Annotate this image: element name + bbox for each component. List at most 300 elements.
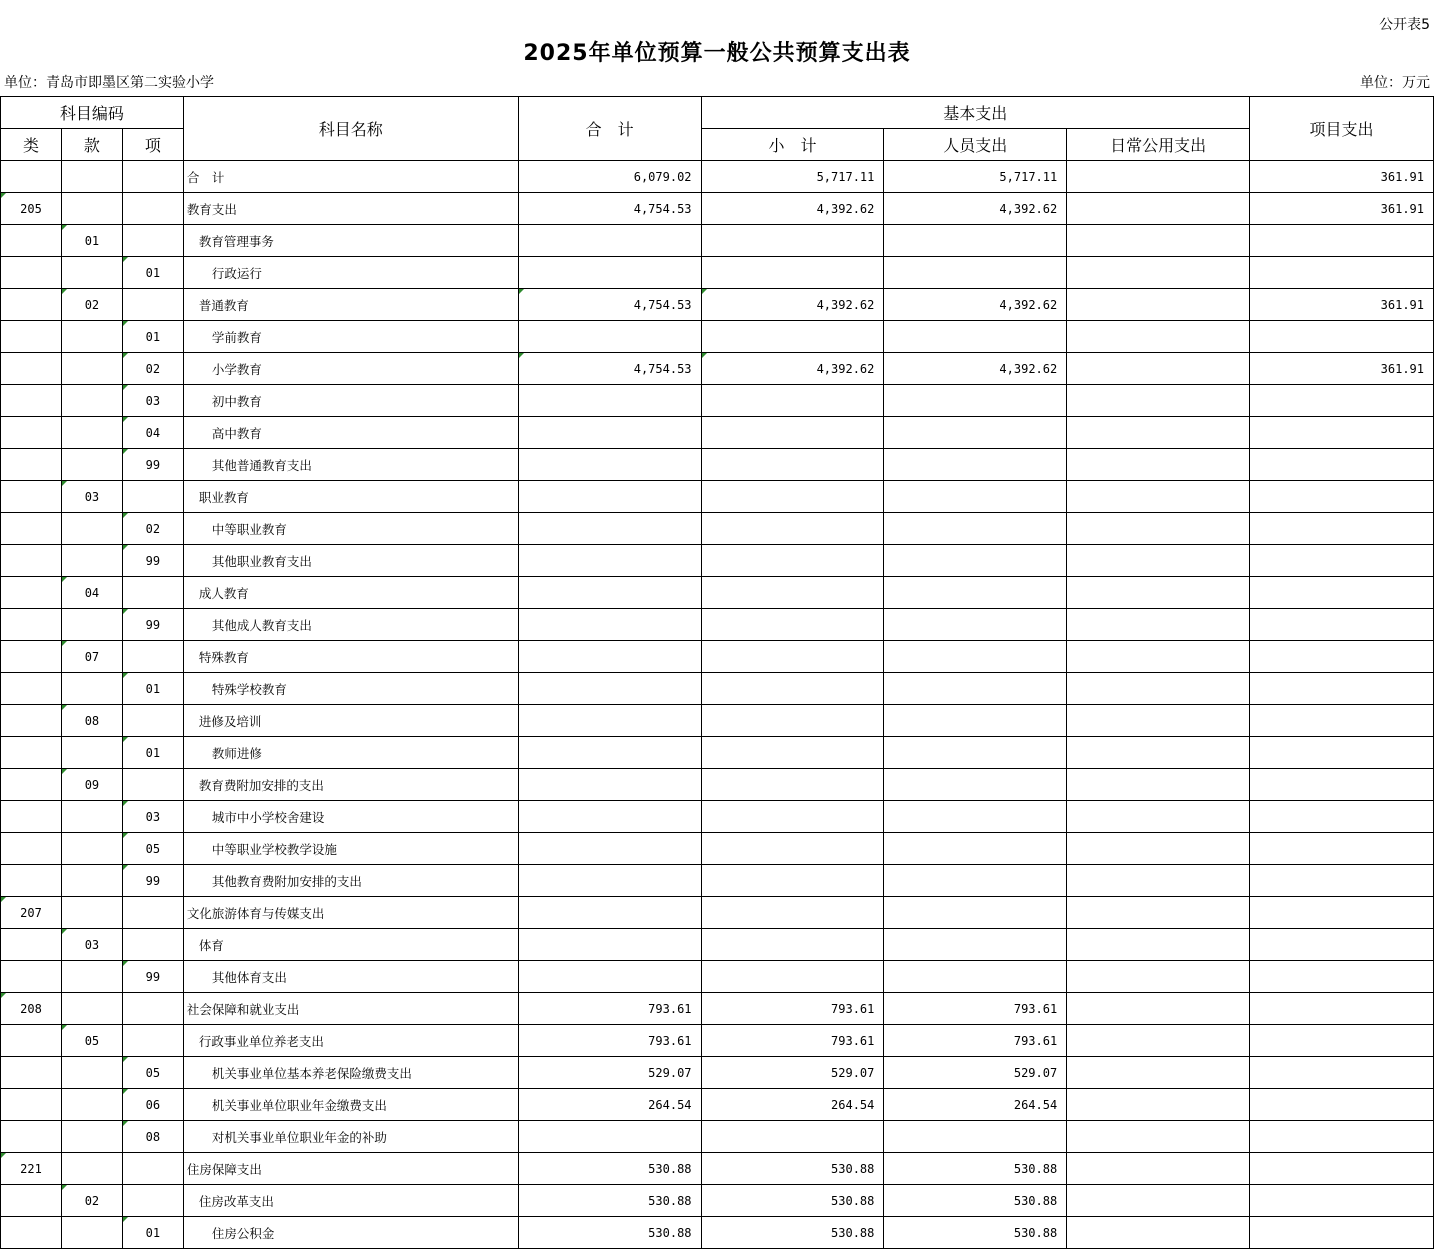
cell-personnel <box>884 321 1067 353</box>
cell-name: 中等职业学校教学设施 <box>183 833 518 865</box>
cell-lei: 205 <box>1 193 62 225</box>
cell-name: 中等职业教育 <box>183 513 518 545</box>
cell-kuan <box>61 417 122 449</box>
cell-total <box>518 929 701 961</box>
cell-personnel: 264.54 <box>884 1089 1067 1121</box>
cell-personnel: 5,717.11 <box>884 161 1067 193</box>
cell-total <box>518 897 701 929</box>
cell-subtotal <box>701 577 884 609</box>
cell-xiang: 04 <box>122 417 183 449</box>
cell-total <box>518 417 701 449</box>
cell-name: 其他普通教育支出 <box>183 449 518 481</box>
header-daily: 日常公用支出 <box>1067 129 1250 161</box>
table-row <box>1 257 1434 289</box>
cell-project <box>1250 545 1434 577</box>
cell-lei <box>1 1089 62 1121</box>
table-row <box>1 545 1434 577</box>
cell-subtotal: 793.61 <box>701 1025 884 1057</box>
cell-xiang: 01 <box>122 321 183 353</box>
cell-project <box>1250 449 1434 481</box>
table-row <box>1 961 1434 993</box>
cell-xiang <box>122 769 183 801</box>
cell-total <box>518 321 701 353</box>
cell-lei <box>1 545 62 577</box>
cell-personnel <box>884 513 1067 545</box>
table-row <box>1 673 1434 705</box>
table-row <box>1 481 1434 513</box>
cell-total: 530.88 <box>518 1153 701 1185</box>
cell-personnel <box>884 609 1067 641</box>
cell-project <box>1250 609 1434 641</box>
cell-total <box>518 481 701 513</box>
cell-kuan <box>61 1121 122 1153</box>
table-row <box>1 1025 1434 1057</box>
cell-subtotal: 4,392.62 <box>701 353 884 385</box>
cell-personnel: 529.07 <box>884 1057 1067 1089</box>
cell-kuan <box>61 193 122 225</box>
cell-daily <box>1067 257 1250 289</box>
cell-name: 体育 <box>183 929 518 961</box>
table-row <box>1 897 1434 929</box>
cell-project <box>1250 769 1434 801</box>
cell-project <box>1250 225 1434 257</box>
cell-personnel <box>884 801 1067 833</box>
cell-kuan: 02 <box>61 289 122 321</box>
cell-kuan: 08 <box>61 705 122 737</box>
cell-personnel <box>884 673 1067 705</box>
cell-project <box>1250 929 1434 961</box>
cell-xiang <box>122 225 183 257</box>
cell-daily <box>1067 193 1250 225</box>
cell-personnel: 4,392.62 <box>884 193 1067 225</box>
table-row <box>1 737 1434 769</box>
cell-kuan <box>61 1057 122 1089</box>
header-personnel: 人员支出 <box>884 129 1067 161</box>
cell-project <box>1250 481 1434 513</box>
cell-subtotal <box>701 1121 884 1153</box>
cell-subtotal <box>701 865 884 897</box>
cell-lei <box>1 769 62 801</box>
cell-name: 其他教育费附加安排的支出 <box>183 865 518 897</box>
cell-total: 6,079.02 <box>518 161 701 193</box>
cell-lei <box>1 833 62 865</box>
cell-subtotal <box>701 513 884 545</box>
cell-subtotal <box>701 641 884 673</box>
cell-total: 264.54 <box>518 1089 701 1121</box>
cell-daily <box>1067 449 1250 481</box>
cell-name: 文化旅游体育与传媒支出 <box>183 897 518 929</box>
cell-personnel <box>884 929 1067 961</box>
cell-daily <box>1067 353 1250 385</box>
table-row <box>1 641 1434 673</box>
cell-xiang <box>122 1153 183 1185</box>
cell-lei <box>1 385 62 417</box>
cell-daily <box>1067 1121 1250 1153</box>
cell-project: 361.91 <box>1250 353 1434 385</box>
cell-name: 教师进修 <box>183 737 518 769</box>
cell-personnel: 530.88 <box>884 1217 1067 1249</box>
table-row <box>1 577 1434 609</box>
cell-lei <box>1 321 62 353</box>
cell-daily <box>1067 1057 1250 1089</box>
table-row <box>1 1217 1434 1249</box>
cell-subtotal: 530.88 <box>701 1185 884 1217</box>
cell-name: 其他成人教育支出 <box>183 609 518 641</box>
cell-total: 4,754.53 <box>518 289 701 321</box>
cell-project: 361.91 <box>1250 161 1434 193</box>
table-row <box>1 225 1434 257</box>
unit-organization: 单位：青岛市即墨区第二实验小学 <box>4 75 214 91</box>
cell-xiang <box>122 705 183 737</box>
cell-project <box>1250 833 1434 865</box>
table-row <box>1 353 1434 385</box>
cell-xiang <box>122 577 183 609</box>
table-row <box>1 833 1434 865</box>
cell-daily <box>1067 513 1250 545</box>
cell-personnel <box>884 449 1067 481</box>
cell-lei <box>1 289 62 321</box>
cell-lei: 208 <box>1 993 62 1025</box>
cell-total: 529.07 <box>518 1057 701 1089</box>
cell-total <box>518 865 701 897</box>
cell-lei <box>1 673 62 705</box>
cell-personnel <box>884 385 1067 417</box>
table-row <box>1 161 1434 193</box>
cell-kuan <box>61 993 122 1025</box>
table-row <box>1 769 1434 801</box>
cell-xiang <box>122 929 183 961</box>
cell-project <box>1250 801 1434 833</box>
cell-kuan <box>61 1089 122 1121</box>
cell-project <box>1250 321 1434 353</box>
cell-xiang <box>122 161 183 193</box>
cell-daily <box>1067 577 1250 609</box>
cell-personnel: 793.61 <box>884 1025 1067 1057</box>
cell-daily <box>1067 993 1250 1025</box>
cell-personnel <box>884 225 1067 257</box>
cell-total <box>518 641 701 673</box>
cell-subtotal <box>701 545 884 577</box>
cell-kuan: 07 <box>61 641 122 673</box>
cell-project <box>1250 385 1434 417</box>
cell-project <box>1250 1089 1434 1121</box>
cell-project <box>1250 993 1434 1025</box>
cell-project: 361.91 <box>1250 193 1434 225</box>
cell-subtotal <box>701 609 884 641</box>
cell-daily <box>1067 961 1250 993</box>
table-row <box>1 865 1434 897</box>
cell-subtotal: 5,717.11 <box>701 161 884 193</box>
cell-total: 793.61 <box>518 1025 701 1057</box>
cell-project <box>1250 513 1434 545</box>
cell-daily <box>1067 641 1250 673</box>
table-row <box>1 321 1434 353</box>
cell-name: 进修及培训 <box>183 705 518 737</box>
cell-kuan <box>61 1153 122 1185</box>
cell-name: 职业教育 <box>183 481 518 513</box>
cell-total <box>518 225 701 257</box>
cell-subtotal: 264.54 <box>701 1089 884 1121</box>
table-row <box>1 929 1434 961</box>
cell-total <box>518 545 701 577</box>
cell-personnel: 4,392.62 <box>884 353 1067 385</box>
cell-personnel <box>884 897 1067 929</box>
cell-project <box>1250 897 1434 929</box>
cell-lei <box>1 801 62 833</box>
cell-kuan <box>61 1217 122 1249</box>
cell-kuan <box>61 801 122 833</box>
cell-lei <box>1 225 62 257</box>
cell-kuan: 05 <box>61 1025 122 1057</box>
cell-name: 其他职业教育支出 <box>183 545 518 577</box>
cell-lei <box>1 1121 62 1153</box>
cell-name: 教育费附加安排的支出 <box>183 769 518 801</box>
cell-name: 高中教育 <box>183 417 518 449</box>
cell-subtotal <box>701 257 884 289</box>
cell-name: 机关事业单位职业年金缴费支出 <box>183 1089 518 1121</box>
cell-subtotal <box>701 769 884 801</box>
cell-personnel: 530.88 <box>884 1185 1067 1217</box>
cell-personnel <box>884 481 1067 513</box>
cell-daily <box>1067 225 1250 257</box>
cell-daily <box>1067 545 1250 577</box>
cell-daily <box>1067 769 1250 801</box>
cell-subtotal: 793.61 <box>701 993 884 1025</box>
cell-subtotal: 529.07 <box>701 1057 884 1089</box>
cell-project <box>1250 673 1434 705</box>
cell-total: 530.88 <box>518 1217 701 1249</box>
header-lei: 类 <box>1 129 62 161</box>
cell-subtotal <box>701 385 884 417</box>
cell-project <box>1250 1025 1434 1057</box>
cell-project <box>1250 961 1434 993</box>
cell-lei <box>1 577 62 609</box>
cell-name: 住房改革支出 <box>183 1185 518 1217</box>
cell-name: 行政事业单位养老支出 <box>183 1025 518 1057</box>
header-xiang: 项 <box>122 129 183 161</box>
cell-project <box>1250 577 1434 609</box>
cell-project <box>1250 1217 1434 1249</box>
cell-daily <box>1067 705 1250 737</box>
cell-total <box>518 513 701 545</box>
cell-total <box>518 961 701 993</box>
cell-xiang: 01 <box>122 673 183 705</box>
table-row <box>1 449 1434 481</box>
cell-project <box>1250 865 1434 897</box>
cell-name: 其他体育支出 <box>183 961 518 993</box>
cell-kuan <box>61 833 122 865</box>
cell-daily <box>1067 929 1250 961</box>
cell-name: 住房公积金 <box>183 1217 518 1249</box>
cell-subtotal: 4,392.62 <box>701 289 884 321</box>
cell-kuan <box>61 609 122 641</box>
cell-daily <box>1067 897 1250 929</box>
cell-total <box>518 609 701 641</box>
cell-xiang: 99 <box>122 609 183 641</box>
cell-total <box>518 769 701 801</box>
cell-lei <box>1 1217 62 1249</box>
cell-lei <box>1 961 62 993</box>
cell-lei: 207 <box>1 897 62 929</box>
cell-lei <box>1 1185 62 1217</box>
cell-daily <box>1067 385 1250 417</box>
cell-personnel <box>884 705 1067 737</box>
cell-name: 社会保障和就业支出 <box>183 993 518 1025</box>
cell-lei <box>1 257 62 289</box>
cell-subtotal: 530.88 <box>701 1153 884 1185</box>
cell-subtotal <box>701 801 884 833</box>
cell-daily <box>1067 673 1250 705</box>
cell-xiang <box>122 193 183 225</box>
cell-xiang <box>122 993 183 1025</box>
header-basic-group: 基本支出 <box>701 97 1250 129</box>
cell-daily <box>1067 609 1250 641</box>
cell-name: 合 计 <box>183 161 518 193</box>
cell-xiang: 99 <box>122 545 183 577</box>
header-code-group: 科目编码 <box>1 97 184 129</box>
cell-personnel <box>884 257 1067 289</box>
cell-total <box>518 449 701 481</box>
cell-name: 小学教育 <box>183 353 518 385</box>
cell-personnel <box>884 1121 1067 1153</box>
cell-subtotal <box>701 449 884 481</box>
cell-kuan <box>61 961 122 993</box>
cell-personnel <box>884 417 1067 449</box>
cell-kuan: 01 <box>61 225 122 257</box>
cell-daily <box>1067 801 1250 833</box>
cell-lei <box>1 641 62 673</box>
table-body <box>1 161 1434 1249</box>
cell-xiang: 03 <box>122 801 183 833</box>
cell-daily <box>1067 737 1250 769</box>
cell-kuan: 02 <box>61 1185 122 1217</box>
cell-total <box>518 577 701 609</box>
cell-total <box>518 833 701 865</box>
cell-lei <box>1 609 62 641</box>
cell-xiang: 03 <box>122 385 183 417</box>
cell-xiang: 05 <box>122 833 183 865</box>
cell-total: 4,754.53 <box>518 353 701 385</box>
header-kuan: 款 <box>61 129 122 161</box>
cell-daily <box>1067 289 1250 321</box>
cell-xiang <box>122 641 183 673</box>
table-row <box>1 193 1434 225</box>
cell-subtotal <box>701 417 884 449</box>
cell-daily <box>1067 417 1250 449</box>
cell-daily <box>1067 1185 1250 1217</box>
cell-daily <box>1067 833 1250 865</box>
unit-currency: 单位：万元 <box>1360 75 1430 91</box>
cell-name: 特殊教育 <box>183 641 518 673</box>
cell-total <box>518 801 701 833</box>
cell-xiang <box>122 289 183 321</box>
cell-subtotal <box>701 961 884 993</box>
cell-lei <box>1 353 62 385</box>
cell-personnel <box>884 865 1067 897</box>
cell-total <box>518 385 701 417</box>
cell-name: 对机关事业单位职业年金的补助 <box>183 1121 518 1153</box>
cell-name: 特殊学校教育 <box>183 673 518 705</box>
cell-xiang <box>122 481 183 513</box>
cell-lei <box>1 161 62 193</box>
cell-lei <box>1 1025 62 1057</box>
cell-name: 城市中小学校舍建设 <box>183 801 518 833</box>
cell-lei <box>1 705 62 737</box>
cell-name: 初中教育 <box>183 385 518 417</box>
cell-lei <box>1 1057 62 1089</box>
cell-xiang: 99 <box>122 449 183 481</box>
cell-total <box>518 257 701 289</box>
cell-lei <box>1 449 62 481</box>
cell-subtotal <box>701 929 884 961</box>
cell-xiang: 08 <box>122 1121 183 1153</box>
cell-subtotal <box>701 225 884 257</box>
cell-subtotal <box>701 833 884 865</box>
cell-kuan: 03 <box>61 929 122 961</box>
table-row <box>1 1057 1434 1089</box>
page-title: 2025年单位预算一般公共预算支出表 <box>523 41 911 66</box>
cell-kuan: 09 <box>61 769 122 801</box>
cell-project <box>1250 257 1434 289</box>
cell-total: 530.88 <box>518 1185 701 1217</box>
cell-daily <box>1067 481 1250 513</box>
cell-daily <box>1067 1089 1250 1121</box>
table-row <box>1 1121 1434 1153</box>
cell-kuan <box>61 321 122 353</box>
cell-subtotal <box>701 705 884 737</box>
table-row <box>1 1089 1434 1121</box>
cell-xiang: 01 <box>122 257 183 289</box>
cell-kuan <box>61 897 122 929</box>
cell-kuan <box>61 385 122 417</box>
table-row <box>1 385 1434 417</box>
cell-project <box>1250 1153 1434 1185</box>
cell-daily <box>1067 865 1250 897</box>
table-row <box>1 609 1434 641</box>
cell-name: 成人教育 <box>183 577 518 609</box>
cell-xiang: 01 <box>122 1217 183 1249</box>
cell-daily <box>1067 1153 1250 1185</box>
cell-xiang: 01 <box>122 737 183 769</box>
cell-total <box>518 673 701 705</box>
cell-kuan <box>61 737 122 769</box>
cell-subtotal: 530.88 <box>701 1217 884 1249</box>
cell-project <box>1250 1121 1434 1153</box>
cell-name: 住房保障支出 <box>183 1153 518 1185</box>
cell-lei: 221 <box>1 1153 62 1185</box>
cell-kuan <box>61 161 122 193</box>
cell-xiang: 99 <box>122 961 183 993</box>
cell-xiang: 02 <box>122 353 183 385</box>
cell-personnel: 793.61 <box>884 993 1067 1025</box>
cell-daily <box>1067 1217 1250 1249</box>
cell-daily <box>1067 161 1250 193</box>
cell-project <box>1250 1057 1434 1089</box>
table-row <box>1 513 1434 545</box>
cell-subtotal <box>701 737 884 769</box>
cell-personnel: 530.88 <box>884 1153 1067 1185</box>
cell-kuan <box>61 673 122 705</box>
cell-subtotal <box>701 481 884 513</box>
header-subtotal: 小 计 <box>701 129 884 161</box>
cell-personnel <box>884 833 1067 865</box>
cell-personnel <box>884 641 1067 673</box>
table-tag: 公开表5 <box>1379 17 1430 33</box>
cell-lei <box>1 417 62 449</box>
cell-personnel <box>884 577 1067 609</box>
cell-kuan <box>61 449 122 481</box>
header-name: 科目名称 <box>183 97 518 161</box>
